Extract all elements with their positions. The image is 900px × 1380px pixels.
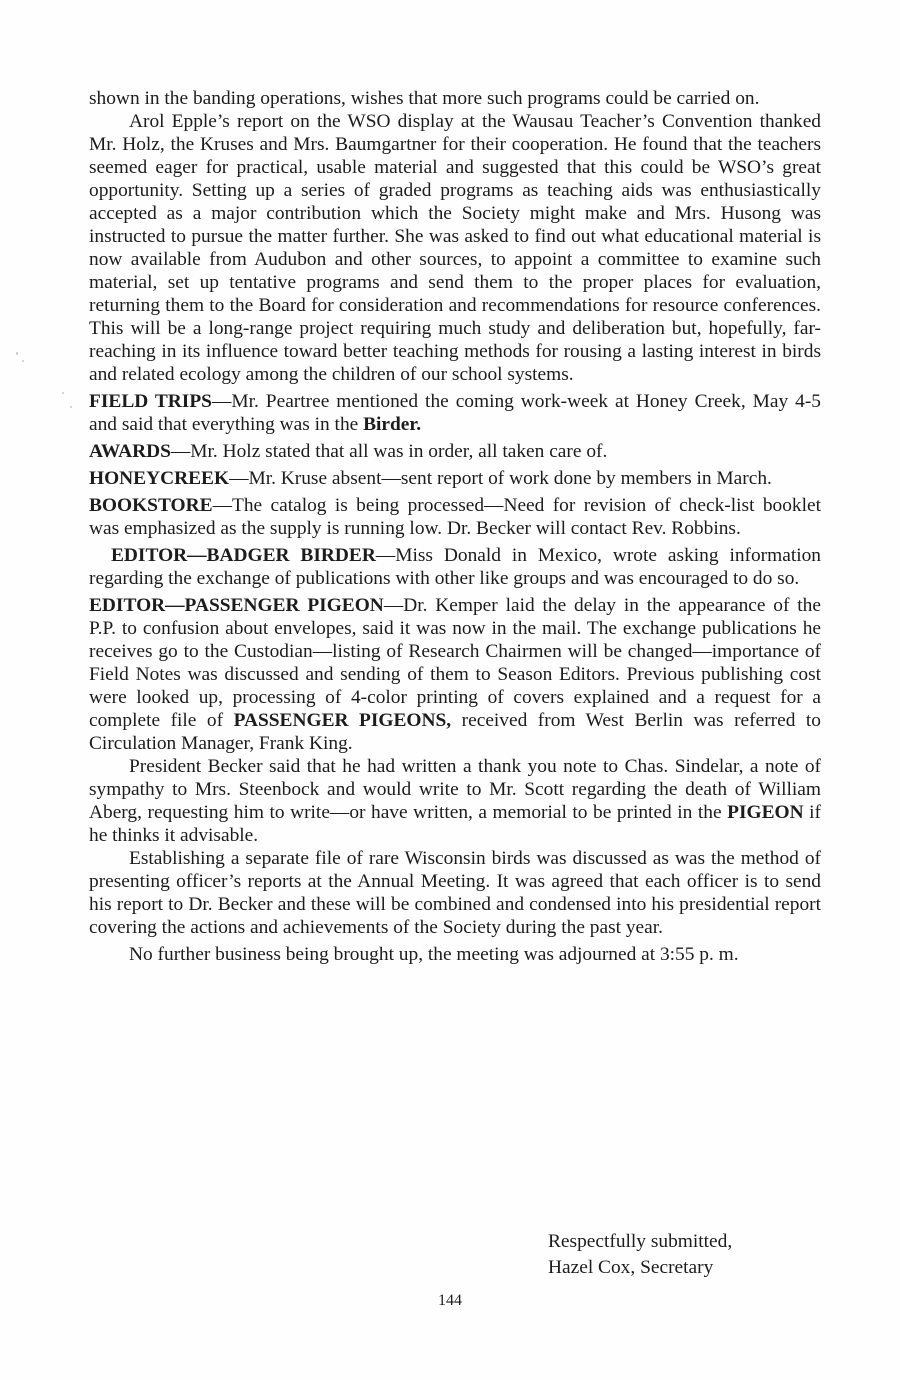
page-number: 144: [438, 1292, 462, 1309]
paragraph-epple-report: [89, 110, 821, 386]
paragraph-honeycreek: [89, 467, 821, 490]
paragraph-editor-badger-birder: [89, 544, 821, 590]
paragraph-text: No further business being brought up, the meeting was adjourned at 3:55 p. m.: [129, 944, 739, 965]
section-heading-editor-passenger-pigeon: EDITOR—PASSENGER PIGEON: [89, 595, 384, 616]
publication-name: PIGEON: [727, 802, 804, 823]
paragraph-text: Establishing a separate file of rare Wisconsin birds was discussed as was the method of presenting officer’s reports at the Annual Meeting. It was agreed that each officer is to send his report to Dr. Becker and these will be combined and condensed into his presidential report covering the actions and achievements of the Society during the past year.: [89, 848, 821, 938]
scan-speck: [16, 352, 18, 355]
section-heading-field-trips: FIELD TRIPS: [89, 391, 212, 412]
paragraph-awards: [89, 440, 821, 463]
scan-speck: [70, 406, 72, 408]
paragraph-text: —Mr. Holz stated that all was in order, all taken care of.: [170, 441, 608, 462]
paragraph-text: shown in the banding operations, wishes that more such programs could be carried on.: [89, 88, 760, 109]
signature-name: Hazel Cox, Secretary: [548, 1257, 714, 1278]
paragraph-text: —Miss Donald in Mexico, wrote asking information regarding the exchange of publications with other like groups and was encouraged to do so.: [89, 545, 821, 589]
paragraph-text: —Dr. Kemper laid the delay in the appearance of the P.P. to confusion about envelopes, said it was now in the mail. The exchange publications he receives go to the Custodian—listing of Research Chairmen will be changed—importance of Field Notes was discussed and sending of them to Season Editors. Previous publishing cost were looked up, processing of 4-color printing of covers explained and a request for a complete file of: [89, 595, 821, 731]
paragraph-text: Arol Epple’s report on the WSO display at the Wausau Teacher’s Convention thanked Mr. Holz, the Kruses and Mrs. Baumgartner for their cooperation. He found that the teachers seemed eager for practical, usable material and suggested that this could be WSO’s great opportunity. Setting up a series of graded programs as teaching aids was enthusiastically accepted as a major contribution which the Society might make and Mrs. Husong was instructed to pursue the matter further. She was asked to find out what educational material is now available from Audubon and other sources, to appoint a committee to examine such material, set up tentative programs and send them to the proper places for evaluation, returning them to the Board for consideration and recommendations for resource conferences. This will be a long-range project requiring much study and deliberation but, hopefully, far-reaching in its influence toward better teaching methods for rousing a lasting interest in birds and related ecology among the children of our school systems.: [89, 111, 821, 385]
paragraph-banding: [89, 87, 821, 110]
paragraph-bookstore: [89, 494, 821, 540]
publication-name: PASSENGER PIGEONS,: [233, 710, 452, 731]
section-heading-awards: AWARDS: [89, 441, 171, 462]
scan-speck: [62, 392, 64, 394]
section-heading-bookstore: BOOKSTORE: [89, 495, 213, 516]
paragraph-text: if he thinks it advisable.: [89, 802, 821, 846]
section-heading-honeycreek: HONEYCREEK: [89, 468, 230, 489]
minutes-body: [89, 87, 821, 966]
paragraph-president-becker: [89, 755, 821, 847]
paragraph-editor-passenger-pigeon: [89, 594, 821, 755]
section-heading-editor-badger-birder: EDITOR—BADGER BIRDER: [111, 545, 376, 566]
paragraph-text: —The catalog is being processed—Need for revision of check-list booklet was emphasized as the supply is running low. Dr. Becker will contact Rev. Robbins.: [89, 495, 821, 539]
signature-closing: Respectfully submitted,: [548, 1231, 733, 1252]
paragraph-establishing-file: [89, 847, 821, 939]
paragraph-text: President Becker said that he had written a thank you note to Chas. Sindelar, a note of sympathy to Mrs. Steenbock and would write to Mr. Scott regarding the death of William Aberg, requesting him to write—or have written, a memorial to be printed in the: [89, 756, 821, 823]
scan-speck: [22, 360, 24, 362]
paragraph-adjourned: [89, 943, 821, 966]
signature-block: [548, 1229, 732, 1281]
publication-name: Birder.: [363, 414, 422, 435]
paragraph-text: received from West Berlin was referred to Circulation Manager, Frank King.: [89, 710, 821, 754]
paragraph-text: —Mr. Peartree mentioned the coming work-week at Honey Creek, May 4-5 and said that everything was in the: [89, 391, 821, 435]
paragraph-field-trips: [89, 390, 821, 436]
paragraph-text: —Mr. Kruse absent—sent report of work done by members in March.: [229, 468, 772, 489]
